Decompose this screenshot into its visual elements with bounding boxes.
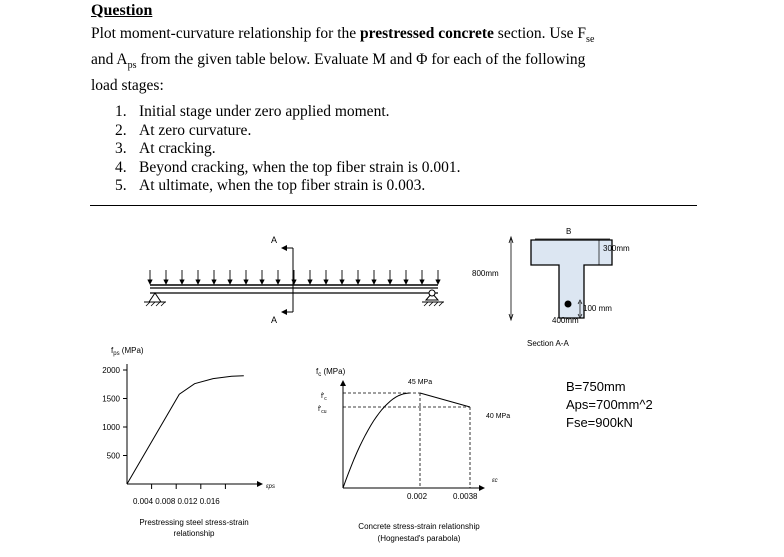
given-b: B=750mm: [566, 379, 626, 394]
steel-ytick-label: 1500: [102, 394, 120, 404]
section-mark-top: A: [271, 235, 278, 245]
concrete-fcu-label: $f'_{cu}$: [318, 406, 327, 415]
concrete-fc-label: $f'_c$: [321, 393, 327, 402]
concrete-xaxis-label: εc: [492, 478, 498, 484]
section-mark-bottom: A: [271, 315, 278, 325]
flange-width-label: B: [566, 227, 572, 236]
concrete-xtick-2: 0.0038: [453, 492, 478, 501]
intro-part-4: from the given table below. Evaluate M and Φ for each of the following: [136, 51, 586, 69]
overall-depth-label: 800mm: [472, 269, 499, 278]
stage-text: At cracking.: [139, 140, 216, 157]
steel-caption-1: Prestressing steel stress-strain: [139, 518, 249, 527]
stage-num: 5.: [115, 177, 127, 194]
steel-xtick-labels: 0.004 0.008 0.012 0.016: [133, 497, 220, 506]
intro-part-3: and A: [91, 51, 128, 69]
steel-ytick-label: 1000: [102, 423, 120, 432]
stage-num: 2.: [115, 121, 127, 139]
steel-curve: [127, 376, 244, 484]
stage-num: 4.: [115, 158, 127, 176]
stage-num: 3.: [115, 140, 127, 157]
stage-text: At ultimate, when the top fiber strain is 0.003.: [139, 177, 426, 194]
distributed-load-arrows: [150, 270, 438, 284]
stage-text: Beyond cracking, when the top fiber strain is 0.001.: [139, 158, 461, 176]
question-heading: Question: [91, 2, 153, 19]
concrete-xtick-1: 0.002: [407, 492, 428, 501]
steel-caption-2: relationship: [173, 529, 215, 538]
given-fse: Fse=900kN: [566, 415, 633, 430]
concrete-caption-2: (Hognestad's parabola): [377, 534, 461, 543]
peak-label: 45 MPa: [408, 379, 433, 386]
pin-support: [144, 293, 166, 306]
tendon-dot: [565, 301, 572, 308]
concrete-chart: [316, 367, 510, 543]
beam-diagram: [144, 235, 444, 325]
steel-ylabel: $f_{ps}$ (MPa): [111, 346, 144, 357]
stage-text: At zero curvature.: [139, 121, 252, 139]
tendon-cover-label: 100 mm: [583, 304, 612, 313]
intro-part-1: Plot moment-curvature relationship for the: [91, 25, 361, 42]
t-section-diagram: [472, 227, 630, 348]
given-values: [566, 378, 653, 432]
given-aps: Aps=700mm^2: [566, 397, 653, 412]
steel-xaxis-label: εps: [266, 484, 275, 490]
flange-depth-label: 300mm: [603, 244, 630, 253]
concrete-ylabel: $f_c$ (MPa): [316, 367, 346, 378]
intro-part-5: load stages:: [91, 77, 164, 95]
web-width-label: 400mm: [552, 316, 579, 325]
steel-chart: [102, 346, 275, 538]
intro-sub-se: se: [586, 34, 595, 46]
intro-bold: prestressed concrete: [360, 25, 494, 42]
steel-ytick-label: 2000: [102, 366, 120, 375]
stage-text: Initial stage under zero applied moment.: [139, 103, 390, 120]
concrete-descending-line: [420, 393, 470, 407]
end-label: 40 MPa: [486, 413, 511, 420]
stage-num: 1.: [115, 103, 127, 120]
intro-sub-ps: ps: [127, 60, 137, 72]
section-caption: Section A-A: [527, 339, 569, 348]
steel-ytick-label: 500: [106, 451, 120, 461]
concrete-caption-1: Concrete stress-strain relationship: [358, 522, 480, 531]
intro-part-2: section. Use F: [493, 25, 587, 42]
